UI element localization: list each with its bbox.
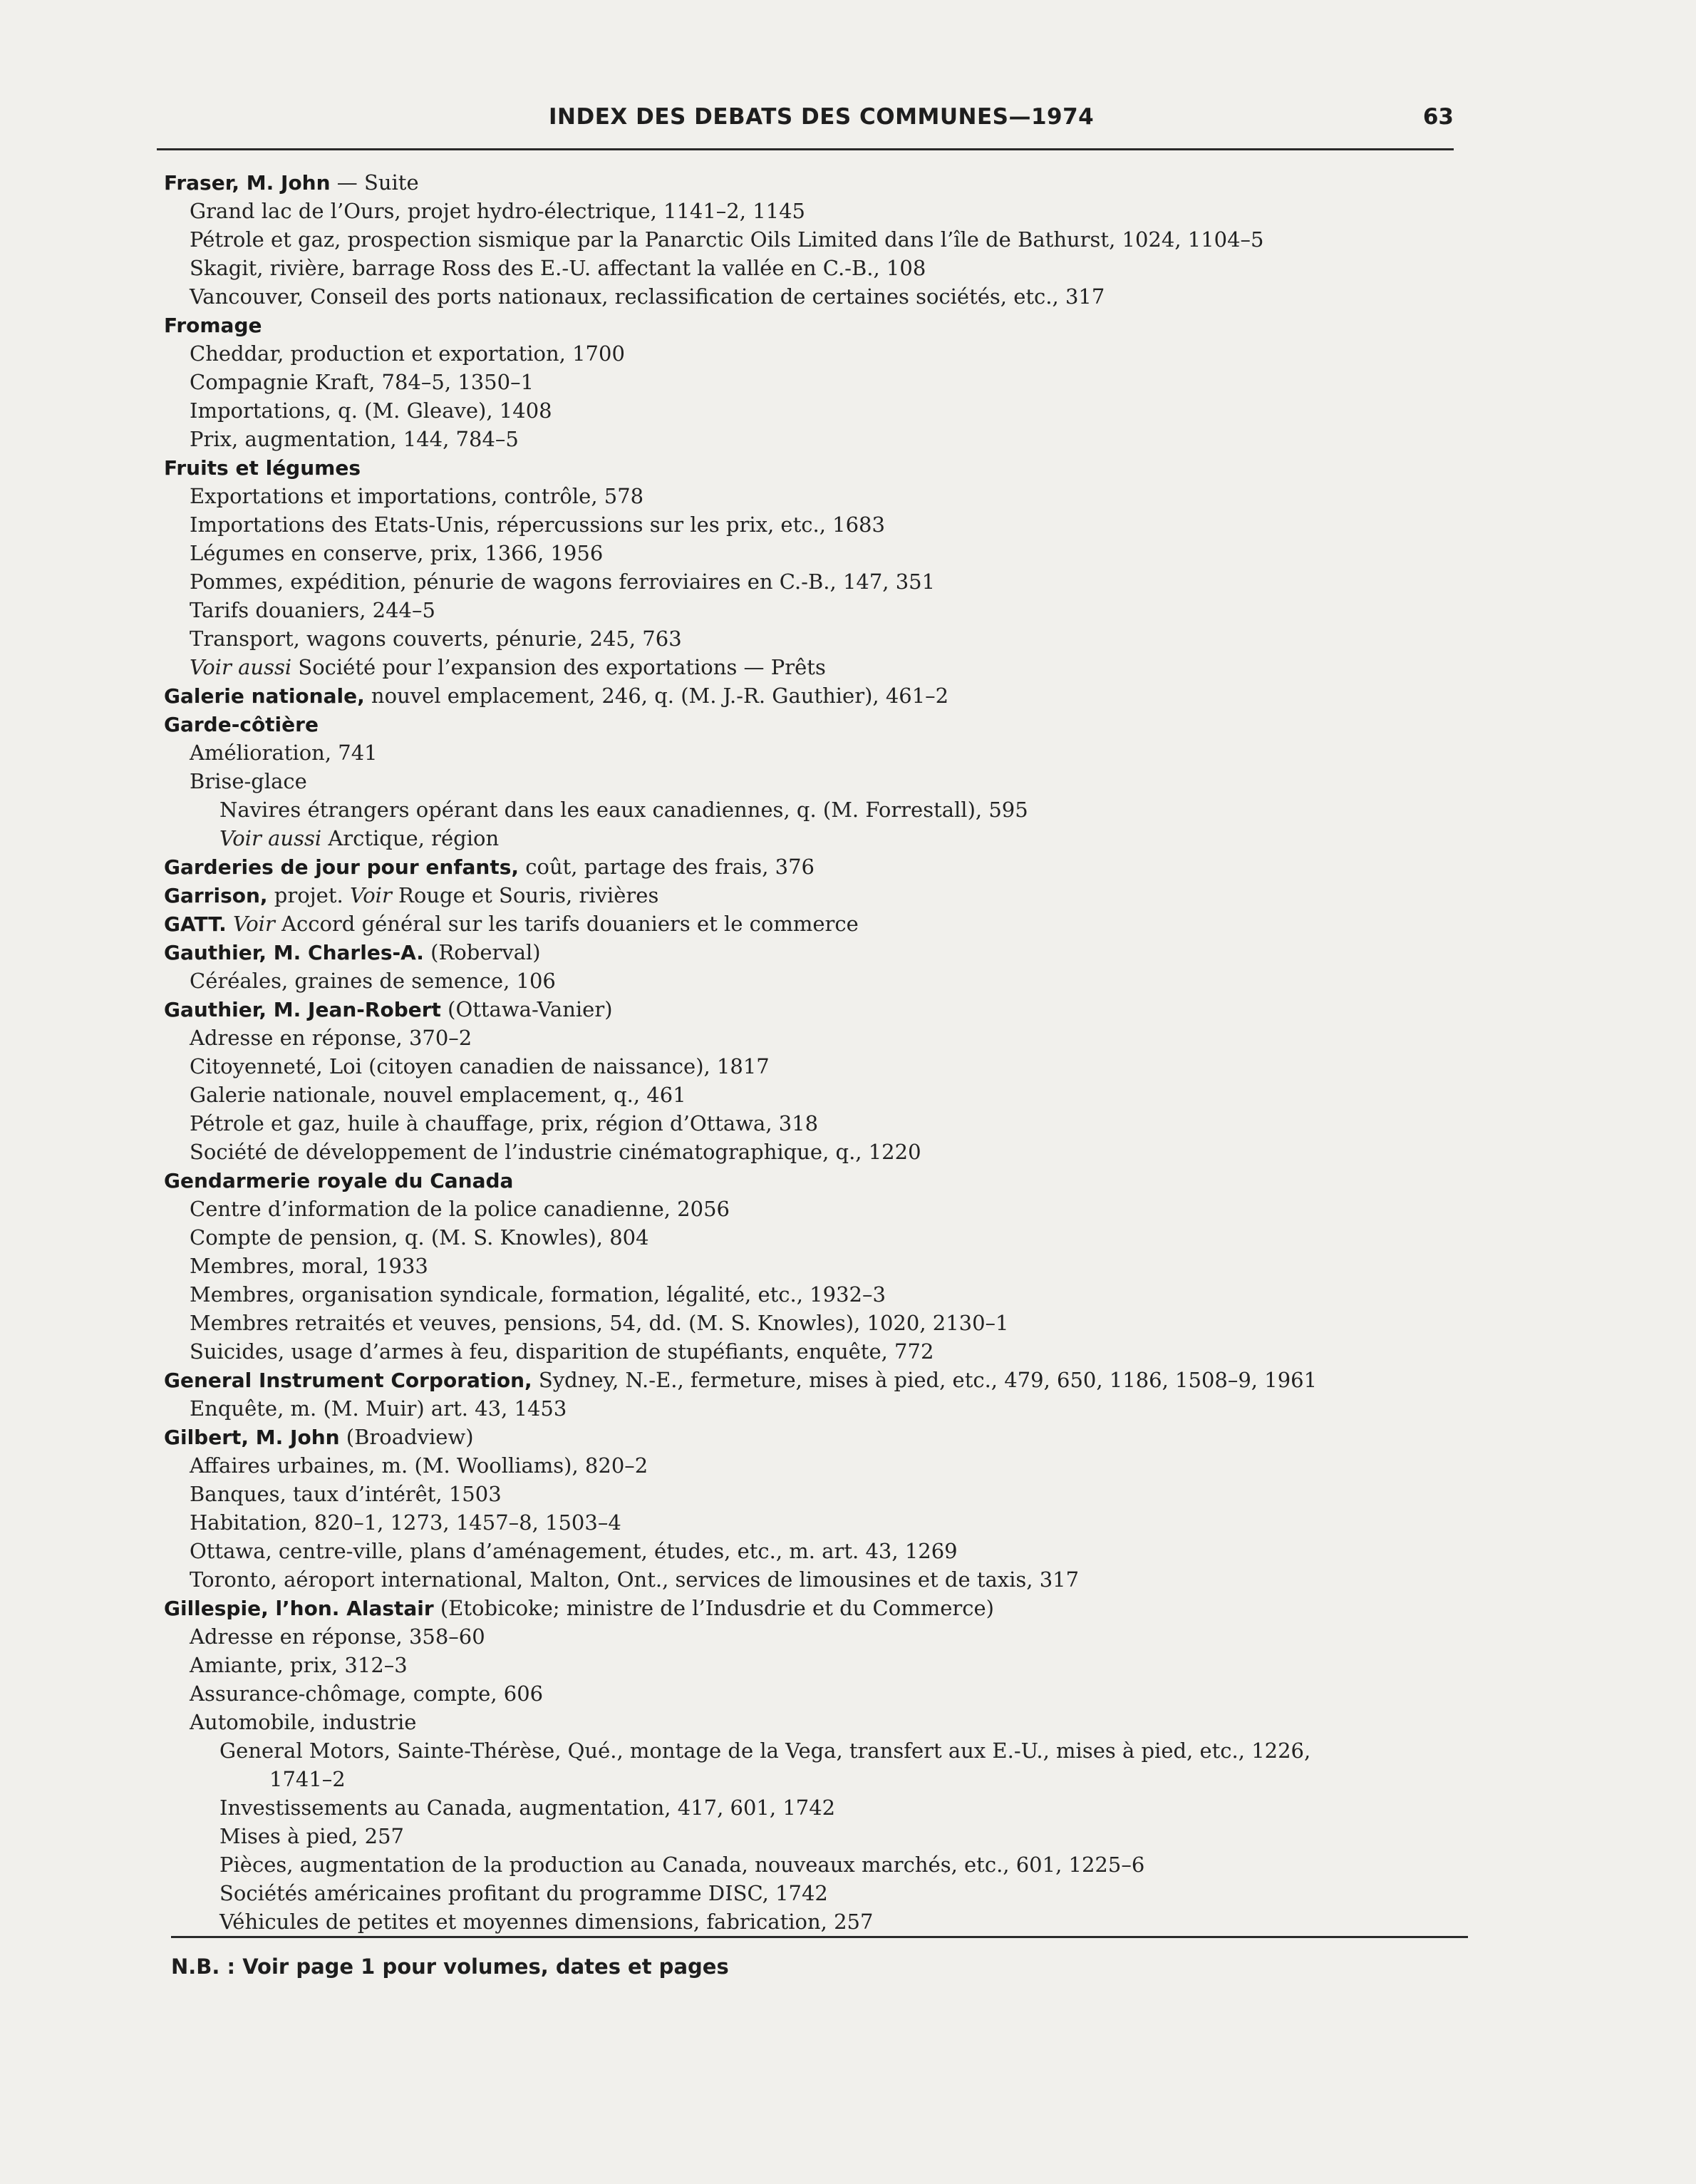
entry-heading: Garrison, bbox=[164, 884, 268, 907]
entry-heading: Galerie nationale, bbox=[164, 684, 365, 708]
index-subentry bbox=[164, 368, 1468, 396]
entry-text: Céréales, graines de semence, 106 bbox=[190, 969, 556, 993]
page-header bbox=[157, 104, 1454, 144]
index-subentry bbox=[164, 824, 1468, 853]
index-subentry bbox=[164, 1280, 1468, 1309]
entry-text: Membres retraités et veuves, pensions, 54, dd. (M. S. Knowles), 1020, 2130–1 bbox=[190, 1311, 1009, 1335]
footer-rule bbox=[171, 1936, 1468, 1938]
entry-heading: GATT. bbox=[164, 912, 227, 936]
index-subentry bbox=[164, 653, 1468, 681]
index-heading-entry bbox=[164, 311, 1468, 339]
entry-text: Amiante, prix, 312–3 bbox=[190, 1653, 408, 1677]
entry-text: Automobile, industrie bbox=[190, 1710, 417, 1734]
entry-text: Exportations et importations, contrôle, 578 bbox=[190, 484, 644, 508]
entry-heading: Garde-côtière bbox=[164, 713, 319, 736]
index-heading-entry bbox=[164, 453, 1468, 482]
index-entries bbox=[164, 168, 1468, 1936]
entry-text: Membres, moral, 1933 bbox=[190, 1254, 428, 1278]
index-subentry bbox=[164, 1252, 1468, 1280]
entry-text: Pétrole et gaz, huile à chauffage, prix, région d’Ottawa, 318 bbox=[190, 1111, 819, 1135]
entry-text: Brise-glace bbox=[190, 769, 307, 793]
entry-see-reference: Voir bbox=[349, 883, 392, 907]
index-subentry bbox=[164, 1537, 1468, 1565]
entry-text: General Motors, Sainte-Thérèse, Qué., montage de la Vega, transfert aux E.-U., mises à pied, etc., 1226, bbox=[219, 1739, 1311, 1763]
index-heading-entry bbox=[164, 1166, 1468, 1195]
entry-text: Affaires urbaines, m. (M. Woolliams), 820–2 bbox=[190, 1453, 648, 1478]
entry-text: Vancouver, Conseil des ports nationaux, reclassification de certaines sociétés, etc., 317 bbox=[190, 284, 1105, 309]
index-subentry bbox=[164, 738, 1468, 767]
index-subentry bbox=[164, 1451, 1468, 1480]
entry-see-also: Voir aussi bbox=[190, 655, 292, 679]
footnote: N.B. : Voir page 1 pour volumes, dates et pages bbox=[171, 1954, 729, 1979]
entry-text: Habitation, 820–1, 1273, 1457–8, 1503–4 bbox=[190, 1510, 621, 1535]
header-rule bbox=[157, 148, 1454, 150]
entry-text: nouvel emplacement, 246, q. (M. J.-R. Gauthier), 461–2 bbox=[364, 684, 949, 708]
index-subentry bbox=[164, 1907, 1468, 1936]
index-subentry bbox=[164, 1081, 1468, 1109]
entry-heading: Fromage bbox=[164, 314, 262, 337]
index-subentry bbox=[164, 1565, 1468, 1594]
index-subentry bbox=[164, 425, 1468, 453]
index-subentry bbox=[164, 1622, 1468, 1651]
entry-text: Amélioration, 741 bbox=[190, 741, 378, 765]
index-heading-entry bbox=[164, 881, 1468, 910]
entry-text: projet. bbox=[267, 883, 350, 907]
index-subentry bbox=[164, 1822, 1468, 1850]
index-subentry bbox=[164, 197, 1468, 225]
index-subentry bbox=[164, 1052, 1468, 1081]
index-heading-entry bbox=[164, 1594, 1468, 1622]
index-subentry bbox=[164, 795, 1468, 824]
index-subentry bbox=[164, 624, 1468, 653]
entry-text: Navires étrangers opérant dans les eaux canadiennes, q. (M. Forrestall), 595 bbox=[219, 798, 1028, 822]
entry-text: Société de développement de l’industrie cinématographique, q., 1220 bbox=[190, 1140, 921, 1164]
index-heading-entry bbox=[164, 681, 1468, 710]
index-heading-entry bbox=[164, 1366, 1468, 1394]
index-heading-entry bbox=[164, 938, 1468, 967]
index-subentry bbox=[164, 1394, 1468, 1423]
index-subentry bbox=[164, 1309, 1468, 1337]
index-heading-entry bbox=[164, 710, 1468, 738]
entry-see-also: Voir aussi bbox=[219, 826, 322, 850]
entry-text: Compagnie Kraft, 784–5, 1350–1 bbox=[190, 370, 534, 394]
entry-text: Banques, taux d’intérêt, 1503 bbox=[190, 1482, 502, 1506]
index-subentry bbox=[164, 1879, 1468, 1907]
entry-text: coût, partage des frais, 376 bbox=[519, 855, 815, 879]
index-subentry bbox=[164, 1508, 1468, 1537]
entry-text: Prix, augmentation, 144, 784–5 bbox=[190, 427, 519, 451]
index-subentry bbox=[164, 596, 1468, 624]
entry-heading: Fruits et légumes bbox=[164, 456, 361, 480]
entry-text-continued: Accord général sur les tarifs douaniers et le commerce bbox=[274, 912, 859, 936]
index-subentry bbox=[164, 1109, 1468, 1138]
index-heading-entry bbox=[164, 995, 1468, 1024]
entry-text: Adresse en réponse, 370–2 bbox=[190, 1026, 472, 1050]
entry-text: Investissements au Canada, augmentation, 417, 601, 1742 bbox=[219, 1796, 836, 1820]
entry-text: (Etobicoke; ministre de l’Indusdrie et du Commerce) bbox=[433, 1596, 994, 1620]
entry-text: Transport, wagons couverts, pénurie, 245, 763 bbox=[190, 627, 682, 651]
index-subentry bbox=[164, 1765, 1468, 1793]
index-subentry bbox=[164, 1679, 1468, 1708]
entry-text: Société pour l’expansion des exportations — Prêts bbox=[291, 655, 826, 679]
index-subentry bbox=[164, 396, 1468, 425]
entry-heading: Fraser, M. John bbox=[164, 171, 331, 195]
entry-text: Compte de pension, q. (M. S. Knowles), 804 bbox=[190, 1225, 649, 1250]
entry-heading: Gendarmerie royale du Canada bbox=[164, 1169, 514, 1193]
entry-text: (Broadview) bbox=[339, 1425, 474, 1449]
entry-text: Importations, q. (M. Gleave), 1408 bbox=[190, 398, 552, 423]
entry-text: Adresse en réponse, 358–60 bbox=[190, 1624, 485, 1649]
entry-text: Galerie nationale, nouvel emplacement, q., 461 bbox=[190, 1083, 686, 1107]
entry-text: Véhicules de petites et moyennes dimensions, fabrication, 257 bbox=[219, 1910, 874, 1934]
index-subentry bbox=[164, 1850, 1468, 1879]
entry-text: Arctique, région bbox=[321, 826, 500, 850]
entry-text: Légumes en conserve, prix, 1366, 1956 bbox=[190, 541, 604, 565]
index-heading-entry bbox=[164, 1423, 1468, 1451]
entry-text: (Roberval) bbox=[423, 940, 541, 964]
index-subentry bbox=[164, 482, 1468, 510]
entry-text: Sociétés américaines profitant du programme DISC, 1742 bbox=[219, 1881, 828, 1905]
index-heading-entry bbox=[164, 853, 1468, 881]
entry-heading: Garderies de jour pour enfants, bbox=[164, 855, 519, 879]
entry-text: Cheddar, production et exportation, 1700 bbox=[190, 341, 625, 366]
entry-text: Mises à pied, 257 bbox=[219, 1824, 404, 1848]
index-heading-entry bbox=[164, 168, 1468, 197]
page-number: 63 bbox=[1422, 104, 1454, 130]
index-subentry bbox=[164, 1337, 1468, 1366]
index-subentry bbox=[164, 1195, 1468, 1223]
index-subentry bbox=[164, 1223, 1468, 1252]
index-subentry bbox=[164, 282, 1468, 311]
entry-text: Importations des Etats-Unis, répercussions sur les prix, etc., 1683 bbox=[190, 512, 885, 537]
entry-text: Skagit, rivière, barrage Ross des E.-U. affectant la vallée en C.-B., 108 bbox=[190, 256, 926, 280]
entry-text: Tarifs douaniers, 244–5 bbox=[190, 598, 435, 622]
entry-text: Enquête, m. (M. Muir) art. 43, 1453 bbox=[190, 1396, 567, 1421]
index-subentry bbox=[164, 225, 1468, 254]
index-subentry bbox=[164, 1736, 1468, 1765]
index-heading-entry bbox=[164, 910, 1468, 938]
index-subentry bbox=[164, 539, 1468, 567]
index-subentry bbox=[164, 510, 1468, 539]
entry-text: Toronto, aéroport international, Malton, Ont., services de limousines et de taxis, 317 bbox=[190, 1567, 1080, 1592]
entry-see-reference: Voir bbox=[232, 912, 275, 936]
index-subentry bbox=[164, 567, 1468, 596]
entry-heading: Gauthier, M. Charles-A. bbox=[164, 941, 424, 964]
entry-text: Citoyenneté, Loi (citoyen canadien de naissance), 1817 bbox=[190, 1054, 770, 1078]
index-subentry bbox=[164, 1651, 1468, 1679]
index-subentry bbox=[164, 339, 1468, 368]
entry-text: Pommes, expédition, pénurie de wagons ferroviaires en C.-B., 147, 351 bbox=[190, 570, 936, 594]
index-subentry bbox=[164, 1480, 1468, 1508]
entry-heading: General Instrument Corporation, bbox=[164, 1369, 532, 1392]
entry-text: Suicides, usage d’armes à feu, disparition de stupéfiants, enquête, 772 bbox=[190, 1339, 934, 1364]
index-subentry bbox=[164, 767, 1468, 795]
entry-text: 1741–2 bbox=[269, 1767, 346, 1791]
entry-text: Grand lac de l’Ours, projet hydro-électrique, 1141–2, 1145 bbox=[190, 199, 805, 223]
index-subentry bbox=[164, 1708, 1468, 1736]
entry-text: — Suite bbox=[330, 170, 419, 195]
entry-text: Pétrole et gaz, prospection sismique par la Panarctic Oils Limited dans l’île de Bathurst, 1024, 1104–5 bbox=[190, 227, 1264, 252]
entry-text: Pièces, augmentation de la production au Canada, nouveaux marchés, etc., 601, 1225–6 bbox=[219, 1853, 1145, 1877]
entry-text: Membres, organisation syndicale, formation, légalité, etc., 1932–3 bbox=[190, 1282, 886, 1307]
index-subentry bbox=[164, 1138, 1468, 1166]
index-subentry bbox=[164, 1024, 1468, 1052]
index-subentry bbox=[164, 1793, 1468, 1822]
entry-text: Assurance-chômage, compte, 606 bbox=[190, 1681, 544, 1706]
entry-text: Ottawa, centre-ville, plans d’aménagement, études, etc., m. art. 43, 1269 bbox=[190, 1539, 958, 1563]
entry-text: Sydney, N.-E., fermeture, mises à pied, etc., 479, 650, 1186, 1508–9, 1961 bbox=[532, 1368, 1318, 1392]
entry-text bbox=[227, 912, 233, 936]
entry-heading: Gillespie, l’hon. Alastair bbox=[164, 1597, 434, 1620]
entry-text: Centre d’information de la police canadienne, 2056 bbox=[190, 1197, 730, 1221]
index-subentry bbox=[164, 967, 1468, 995]
running-title: INDEX DES DEBATS DES COMMUNES—1974 bbox=[549, 104, 1095, 130]
entry-text-continued: Rouge et Souris, rivières bbox=[391, 883, 659, 907]
index-subentry bbox=[164, 254, 1468, 282]
entry-heading: Gauthier, M. Jean-Robert bbox=[164, 998, 441, 1021]
entry-text: (Ottawa-Vanier) bbox=[440, 997, 613, 1021]
entry-heading: Gilbert, M. John bbox=[164, 1426, 340, 1449]
